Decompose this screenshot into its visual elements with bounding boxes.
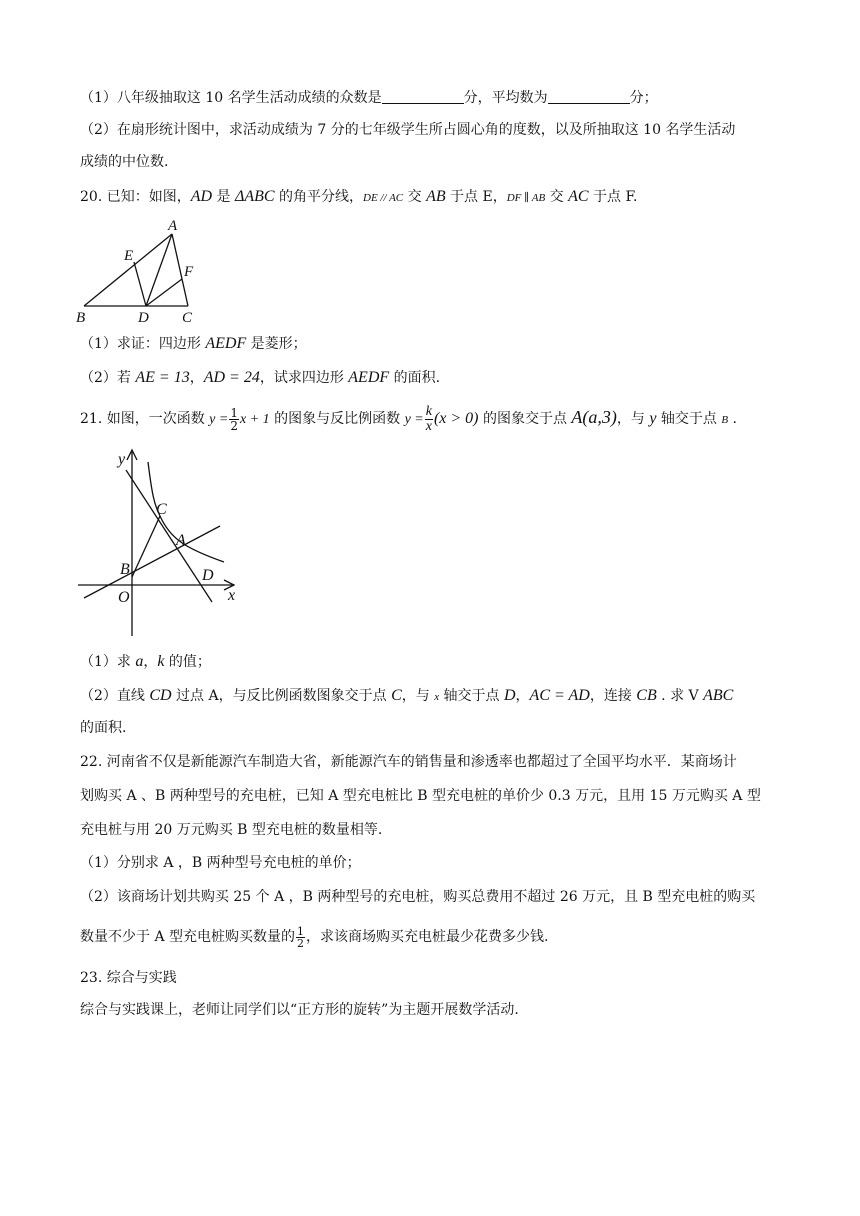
answer-blank-mean[interactable] — [548, 89, 630, 104]
label-C: C — [182, 310, 193, 326]
q21-part2-line2: 的面积. — [80, 720, 127, 736]
label-O: O — [118, 589, 130, 606]
q22-line3: 充电桩与用 20 万元购买 B 型充电桩的数量相等. — [80, 822, 383, 838]
label-D: D — [138, 310, 149, 326]
fraction-k-over-x: $\frac{k}{x}$ — [425, 403, 432, 434]
q20-part2: （2）若 AE = 13，AD = 24，试求四边形 AEDF 的面积. — [80, 369, 441, 386]
line-y-half-x-plus-1 — [84, 526, 220, 598]
q21-stem: 21. 如图，一次函数 y = $\frac{1}{2}$ x + 1 的图象与反比例函数 y = $\frac{k}{x}$ (x > 0) 的图象交于点 A(a,3)，与 y 轴交于点 B . — [80, 403, 738, 434]
label-x: x — [228, 587, 236, 604]
q20-part1: （1）求证：四边形 AEDF 是菱形； — [80, 335, 307, 352]
q22-part2-line2: 数量不少于 A 型充电桩购买数量的 $\frac{1}{2}$ ，求该商场购买充电桩最少花费多少钱. — [80, 924, 549, 950]
q23-title: 23. 综合与实践 — [80, 970, 177, 986]
label-F: F — [184, 264, 194, 280]
q19-part2-line1: （2）在扇形统计图中，求活动成绩为 7 分的七年级学生所占圆心角的度数，以及所抽取这 10 名学生活动 — [80, 122, 736, 138]
label-A: A — [168, 218, 178, 234]
q22-line1: 22. 河南省不仅是新能源汽车制造大省，新能源汽车的销售量和渗透率也都超过了全国平均水平．某商场计 — [80, 754, 737, 770]
segment-ED — [134, 262, 146, 306]
label-B: B — [120, 561, 130, 578]
q22-line2: 划购买 A 、B 两种型号的充电桩，已知 A 型充电桩比 B 型充电桩的单价少 0.3 万元，且用 15 万元购买 A 型 — [80, 788, 761, 804]
q23-intro: 综合与实践课上，老师让同学们以“正方形的旋转”为主题开展数学活动. — [80, 1002, 519, 1018]
q21-part1: （1）求 a，k 的值； — [80, 653, 211, 670]
label-B: B — [76, 310, 86, 326]
line-CD — [126, 470, 212, 602]
fraction-one-half: $\frac{1}{2}$ — [230, 405, 238, 433]
q20-figure — [72, 214, 212, 326]
fraction-one-half: $\frac{1}{2}$ — [297, 924, 305, 950]
segment-CB — [132, 516, 160, 577]
q20-stem: 20. 已知：如图，AD 是 ΔABC 的角平分线，DE // AC 交 AB 于点 E，DF ∥ AB 交 AC 于点 F. — [80, 188, 638, 205]
q22-part2-line1: （2）该商场计划共购买 25 个 A ，B 两种型号的充电桩，购买总费用不超过 26 万元，且 B 型充电桩的购买 — [80, 889, 756, 905]
q21-part2-line1: （2）直线 CD 过点 A，与反比例函数图象交于点 C，与 x 轴交于点 D，AC = AD，连接 CB . 求 V ABC — [80, 687, 734, 704]
label-C: C — [156, 501, 167, 518]
q19-part2-line2: 成绩的中位数. — [80, 154, 169, 170]
label-D: D — [202, 567, 214, 584]
answer-blank-mode[interactable] — [382, 89, 464, 104]
label-A: A — [176, 532, 186, 549]
label-E: E — [124, 248, 134, 264]
q19-part1: （1）八年级抽取这 10 名学生活动成绩的众数是 分，平均数为 分； — [80, 90, 658, 106]
q21-figure — [74, 444, 244, 640]
q22-part1: （1）分别求 A ，B 两种型号充电桩的单价； — [80, 855, 361, 871]
label-y: y — [118, 451, 126, 468]
